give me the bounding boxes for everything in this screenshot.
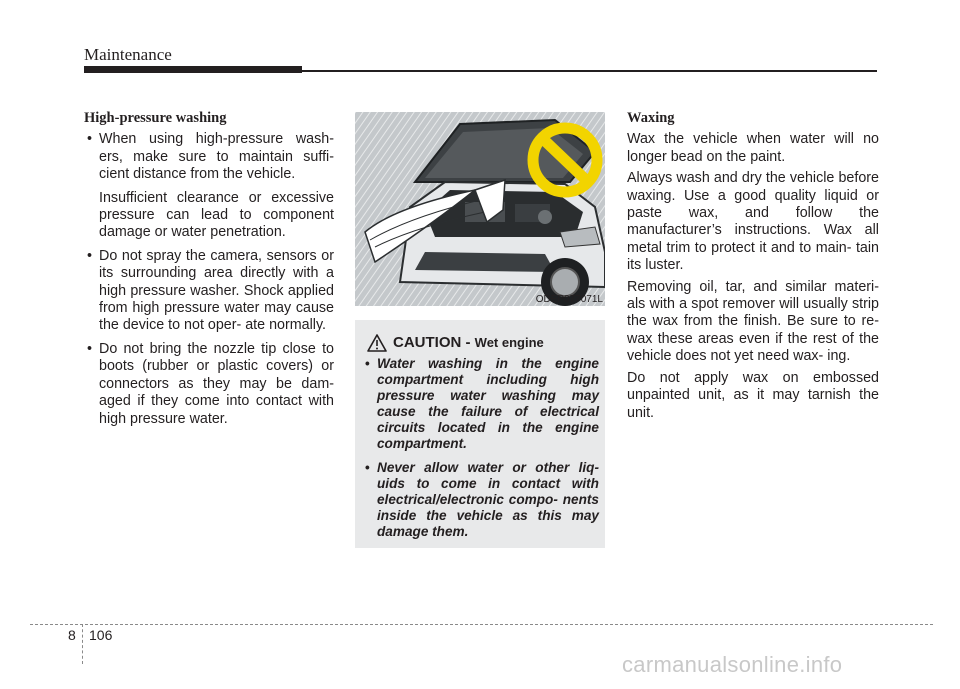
warning-triangle-icon xyxy=(367,334,387,352)
left-column xyxy=(84,110,334,434)
caution-label: CAUTION - xyxy=(393,334,471,351)
caution-body xyxy=(365,356,599,548)
caution-title xyxy=(393,334,544,351)
waxing-para-3: Removing oil, tar, and similar materi- als with a spot remover will usually strip the wax from the finish. Be sure to re-wax these areas even if the rest of the vehicle does not yet need wax- ing. xyxy=(627,278,879,365)
header-rule-thin xyxy=(302,70,877,72)
car-engine-illustration xyxy=(355,112,605,306)
waxing-para-2: Always wash and dry the vehicle before waxing. Use a good quality liquid or paste wax, and follow the manufacturer’s instructions. Wax all metal trim to protect it and to main- tain its luster. xyxy=(627,170,879,274)
caution-box xyxy=(355,320,605,548)
page-number: 106 xyxy=(89,627,113,643)
section-title: Maintenance xyxy=(84,45,172,64)
engine-washing-illustration xyxy=(355,112,605,306)
chapter-number: 8 xyxy=(68,627,76,643)
figure-code: ODEP077071L xyxy=(535,294,603,305)
caution-item-engine-washing: • Water washing in the engine compartment including high pressure water washing may cause the failure of electrical circuits located in the engine compartment. xyxy=(365,356,599,452)
waxing-para-1: Wax the vehicle when water will no longer bead on the paint. xyxy=(627,131,879,165)
bullet-distance-detail: Insufficient clearance or excessive pressure can lead to component damage or water penetration. xyxy=(99,189,334,241)
waxing-para-4: Do not apply wax on embossed unpainted unit, as it may tarnish the unit. xyxy=(627,369,879,421)
right-column xyxy=(627,110,879,426)
bullet-camera: • Do not spray the camera, sensors or its surrounding area directly with a high pressure washer. Shock applied from high pressure water may cause the device to not oper- ate normally. xyxy=(84,248,334,335)
high-pressure-washing-heading: High-pressure washing xyxy=(84,110,227,126)
header-rule-thick xyxy=(84,66,302,73)
caution-item-liquids: • Never allow water or other liq- uids to come in contact with electrical/electronic compo- nents inside the vehicle as this may damage them. xyxy=(365,460,599,540)
watermark: carmanualsonline.info xyxy=(622,652,843,677)
footer-divider xyxy=(82,624,83,664)
bullet-nozzle: • Do not bring the nozzle tip close to boots (rubber or plastic covers) or connectors as they may be dam- aged if they come into contact with high pressure water. xyxy=(84,341,334,428)
waxing-heading: Waxing xyxy=(627,110,675,126)
caution-subtitle: Wet engine xyxy=(474,335,544,350)
footer-rule xyxy=(30,624,933,625)
bullet-distance: • When using high-pressure wash- ers, make sure to maintain suffi- cient distance from the vehicle. xyxy=(84,131,334,183)
